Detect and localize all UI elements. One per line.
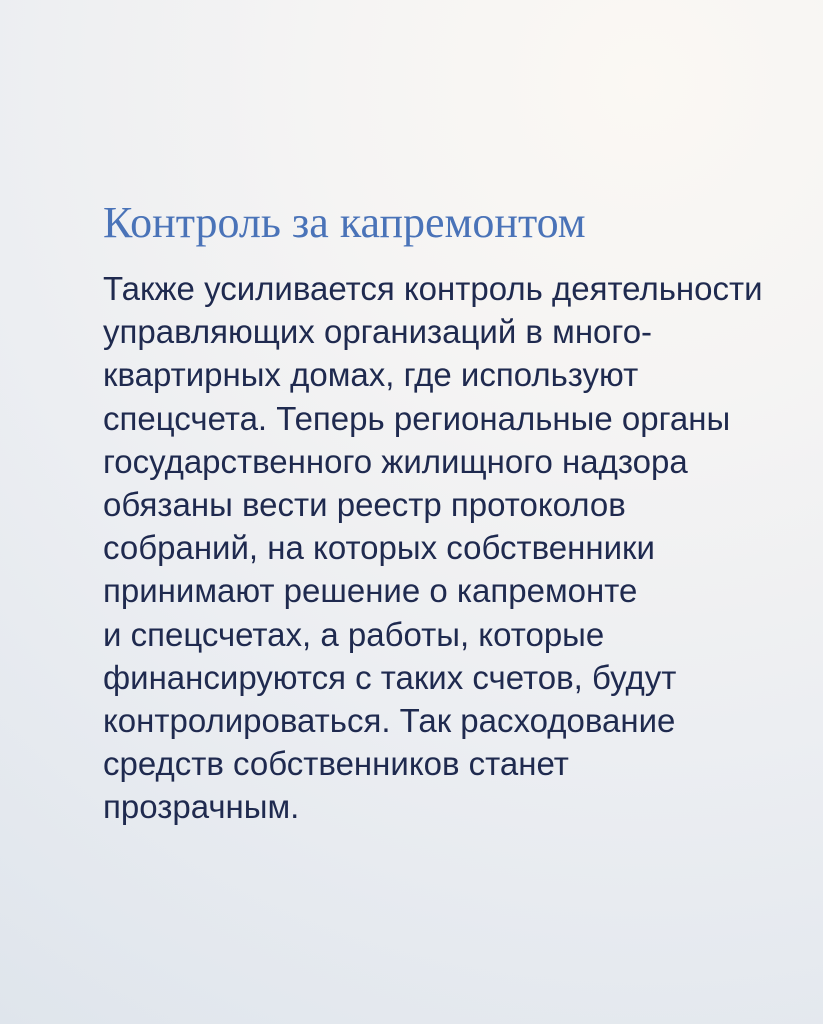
- body-line: обязаны вести реестр протоколов: [103, 486, 626, 524]
- page-title: Контроль за капремонтом: [103, 198, 586, 247]
- body-line: прозрачным.: [103, 788, 300, 826]
- body-line: средств собственников станет: [103, 745, 569, 783]
- body-line: контролироваться. Так расходование: [103, 702, 676, 740]
- body-line: принимают решение о капремонте: [103, 572, 638, 610]
- body-line: финансируются с таких счетов, будут: [103, 658, 677, 696]
- body-line: спецсчета. Теперь региональные органы: [103, 399, 731, 437]
- body-line: квартирных домах, где используют: [103, 356, 639, 394]
- body-line: управляющих организаций в много-: [103, 313, 653, 351]
- article-body: [103, 267, 793, 829]
- body-line: Также усиливается контроль деятельности: [103, 270, 763, 307]
- body-line: государственного жилищного надзора: [103, 442, 688, 480]
- body-line: и спецсчетах, а работы, которые: [103, 615, 605, 653]
- body-line: собраний, на которых собственники: [103, 529, 655, 567]
